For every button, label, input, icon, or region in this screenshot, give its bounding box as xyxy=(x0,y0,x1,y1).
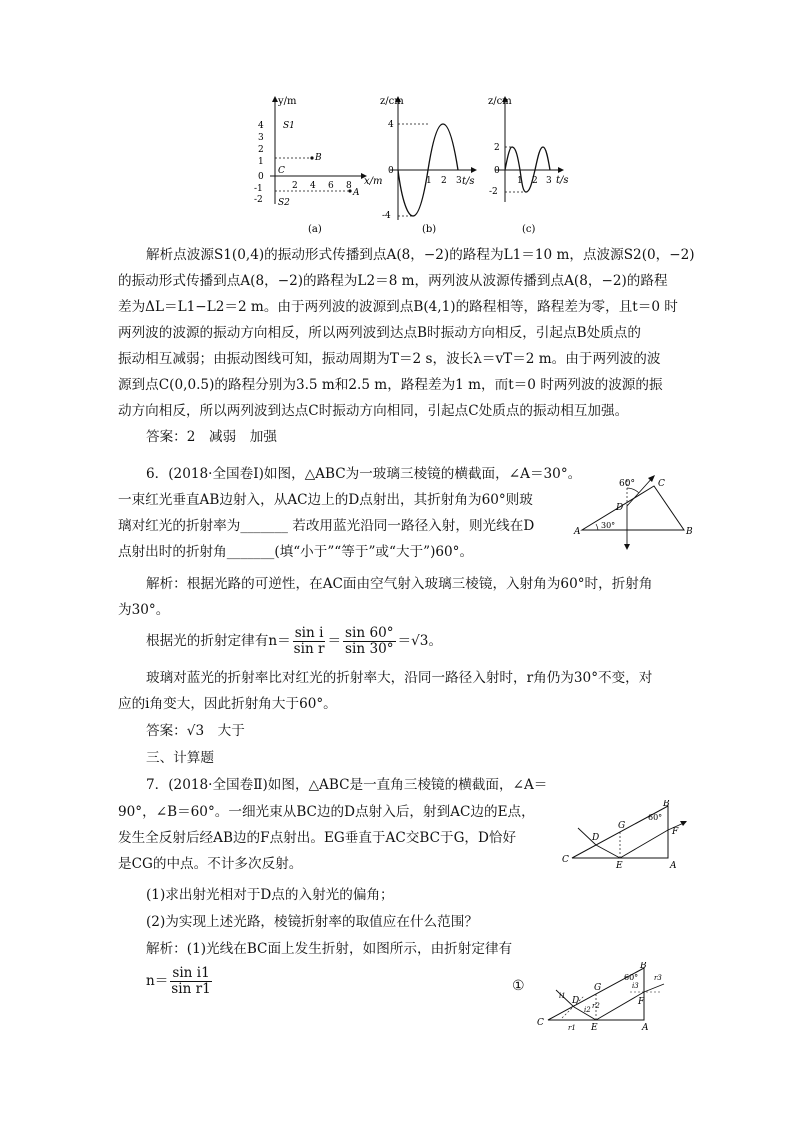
label-e: E xyxy=(591,1023,598,1032)
label-i1: i1 xyxy=(559,992,566,1000)
fraction xyxy=(343,626,396,657)
q7-line: 是CG的中点。不计多次反射。 xyxy=(118,856,303,872)
prism-figure-7-detailed xyxy=(534,962,674,1032)
label-s2: S2 xyxy=(278,198,290,208)
snell-law-7 xyxy=(146,966,214,997)
analysis5-line: 源到点C(0,0.5)的路程分别为3.5 m和2.5 m，路程差为1 m，而t＝0 时两列波的波源的振 xyxy=(118,377,663,393)
label-b: B xyxy=(640,962,647,971)
q6-line: 6．(2018·全国卷Ⅰ)如图，△ABC为一玻璃三棱镜的横截面，∠A＝30°。 xyxy=(146,466,582,482)
equation-marker: ① xyxy=(512,978,525,994)
label-i3: i3 xyxy=(632,982,639,990)
fig-b-xtick: 1 xyxy=(426,176,432,186)
fig-a-xtick: 6 xyxy=(328,181,334,191)
analysis6-line: 解析：根据光路的可逆性，在AC面由空气射入玻璃三棱镜，入射角为60°时，折射角 xyxy=(146,576,653,592)
fig-a-ytick: 1 xyxy=(258,157,264,167)
fraction-den: sin r xyxy=(293,641,325,657)
fig-a-ytick: 0 xyxy=(258,172,264,182)
fraction-num: sin 60° xyxy=(345,625,394,641)
analysis5-line: 的振动形式传播到点A(8，−2)的路程为L2＝8 m，两列波从波源传播到点A(8，−2)的路程 xyxy=(118,273,668,289)
label-b: B xyxy=(663,800,670,809)
fig-a-ytick: -2 xyxy=(254,195,263,205)
analysis5-line: 动方向相反，所以两列波到达点C时振动方向相同，引起点C处质点的振动相互加强。 xyxy=(118,403,629,419)
label-f: F xyxy=(672,827,679,837)
fig-b-ylabel: z/cm xyxy=(380,96,404,107)
figure-c xyxy=(488,96,569,235)
fig-a-ytick: -1 xyxy=(254,184,263,194)
fig-b-xtick: 3 xyxy=(456,176,462,186)
label-d: D xyxy=(572,996,580,1006)
fraction-den: sin r1 xyxy=(171,981,211,997)
fig-b-ytick: 4 xyxy=(388,120,394,130)
label-c: C xyxy=(658,479,665,489)
label-g: G xyxy=(618,821,626,831)
label-c: C xyxy=(278,166,285,176)
fig-a-xlabel: x/m xyxy=(364,176,383,187)
fig-c-ytick: 2 xyxy=(494,143,500,153)
label-a: A xyxy=(642,1023,649,1032)
analysis5-line: 振动相互减弱；由振动图线可知，振动周期为T＝2 s，波长λ＝vT＝2 m。由于两列波的波 xyxy=(118,351,661,367)
fig-a-xtick: 4 xyxy=(310,181,316,191)
angle-60: 60° xyxy=(619,479,635,489)
answer6: 答案：√3 大于 xyxy=(146,723,245,739)
label-r3: r3 xyxy=(654,974,662,982)
fig-b-xlabel: t/s xyxy=(462,176,475,187)
answer5: 答案：2 减弱 加强 xyxy=(146,429,277,445)
analysis6b-line: 玻璃对蓝光的折射率比对红光的折射率大，沿同一路径入射时，r角仍为30°不变，对 xyxy=(146,670,653,686)
fig-c-xtick: 1 xyxy=(517,176,523,186)
analysis6b-line: 应的i角变大，因此折射角大于60°。 xyxy=(118,696,337,712)
label-b: B xyxy=(315,153,322,163)
fig-a-ytick: 3 xyxy=(258,133,264,143)
label-s1: S1 xyxy=(283,121,295,131)
prism-figure-7 xyxy=(560,800,694,870)
fig-a-ytick: 4 xyxy=(258,121,264,131)
fig-c-xlabel: t/s xyxy=(556,175,569,186)
analysis7: 解析：(1)光线在BC面上发生折射，如图所示，由折射定律有 xyxy=(146,941,513,957)
label-g: G xyxy=(594,983,602,993)
angle-60: 60° xyxy=(624,973,639,982)
law7-prefix: n＝ xyxy=(146,973,169,989)
q7-sub2: (2)为实现上述光路，棱镜折射率的取值应在什么范围？ xyxy=(146,914,478,930)
law6-prefix: 根据光的折射定律有n＝ xyxy=(146,633,291,649)
label-e: E xyxy=(616,861,623,870)
label-a: A xyxy=(574,527,581,537)
caption-b: (b) xyxy=(422,224,437,235)
label-f: F xyxy=(638,997,645,1007)
caption-a: (a) xyxy=(308,224,322,235)
fig-a-ytick: 2 xyxy=(258,145,264,155)
fraction-num: sin i1 xyxy=(172,965,210,981)
figure-b xyxy=(380,96,477,235)
angle-60: 60° xyxy=(648,813,663,822)
fig-c-ytick: 0 xyxy=(494,166,500,176)
fig-b-ytick: -4 xyxy=(382,211,391,221)
label-b: B xyxy=(686,527,693,537)
analysis6-line: 为30°。 xyxy=(118,602,170,618)
q7-line: 7．(2018·全国卷Ⅱ)如图，△ABC是一直角三棱镜的横截面，∠A＝ xyxy=(146,777,548,793)
figure-a xyxy=(254,96,383,235)
analysis5-line: 差为ΔL＝L1−L2＝2 m。由于两列波的波源到点B(4,1)的路程相等，路程差为零，且t＝0 时 xyxy=(118,299,678,315)
analysis5-line: 两列波的波源的振动方向相反，所以两列波到达点B时振动方向相反，引起点B处质点的 xyxy=(118,325,641,341)
fig-a-xtick: 2 xyxy=(292,181,298,191)
q7-line: 发生全反射后经AB边的F点射出。EG垂直于AC交BC于G，D恰好 xyxy=(118,830,517,846)
fig-b-ytick: 0 xyxy=(388,166,394,176)
wave-figures xyxy=(250,92,580,242)
q6-line: 一束红光垂直AB边射入，从AC边上的D点射出，其折射角为60°则玻 xyxy=(118,492,533,508)
analysis5-line: 解析点波源S1(0,4)的振动形式传播到点A(8，−2)的路程为L1＝10 m，点波源S2(0，−2) xyxy=(146,247,695,263)
label-a: A xyxy=(353,188,360,198)
fig-b-xtick: 2 xyxy=(441,176,447,186)
label-c: C xyxy=(537,1018,544,1028)
label-c: C xyxy=(562,855,569,865)
q6-line: 点射出时的折射角_______(填“小于”“等于”或“大于”)60°。 xyxy=(118,544,474,560)
fig-c-xtick: 2 xyxy=(532,176,538,186)
fig-c-ytick: -2 xyxy=(489,187,498,197)
label-i2: i2 xyxy=(584,1006,591,1014)
fraction-den: sin 30° xyxy=(345,641,394,657)
fraction xyxy=(170,966,211,997)
law6-result: ＝√3。 xyxy=(397,633,443,649)
q6-line: 璃对红光的折射率为_______ 若改用蓝光沿同一路径入射，则光线在D xyxy=(118,518,535,534)
fraction-num: sin i xyxy=(294,625,324,641)
label-d: D xyxy=(616,503,624,513)
fig-a-ylabel: y/m xyxy=(278,96,297,107)
angle-30: 30° xyxy=(601,521,616,530)
snell-law-6 xyxy=(146,626,442,657)
caption-c: (c) xyxy=(522,224,536,235)
section-title: 三、计算题 xyxy=(146,750,214,766)
label-r1: r1 xyxy=(568,1024,576,1032)
q7-sub1: (1)求出射光相对于D点的入射光的偏角； xyxy=(146,887,394,903)
label-r2: r2 xyxy=(592,1002,600,1010)
law6-eq: ＝ xyxy=(327,633,342,649)
fig-a-xtick: 8 xyxy=(346,181,352,191)
label-a: A xyxy=(670,861,677,870)
fraction xyxy=(293,626,326,657)
q7-line: 90°，∠B＝60°。一细光束从BC边的D点射入后，射到AC边的E点， xyxy=(118,804,535,820)
prism-figure-6 xyxy=(572,472,698,552)
fig-c-ylabel: z/cm xyxy=(488,96,512,107)
fig-c-xtick: 3 xyxy=(546,176,552,186)
label-d: D xyxy=(592,833,600,843)
